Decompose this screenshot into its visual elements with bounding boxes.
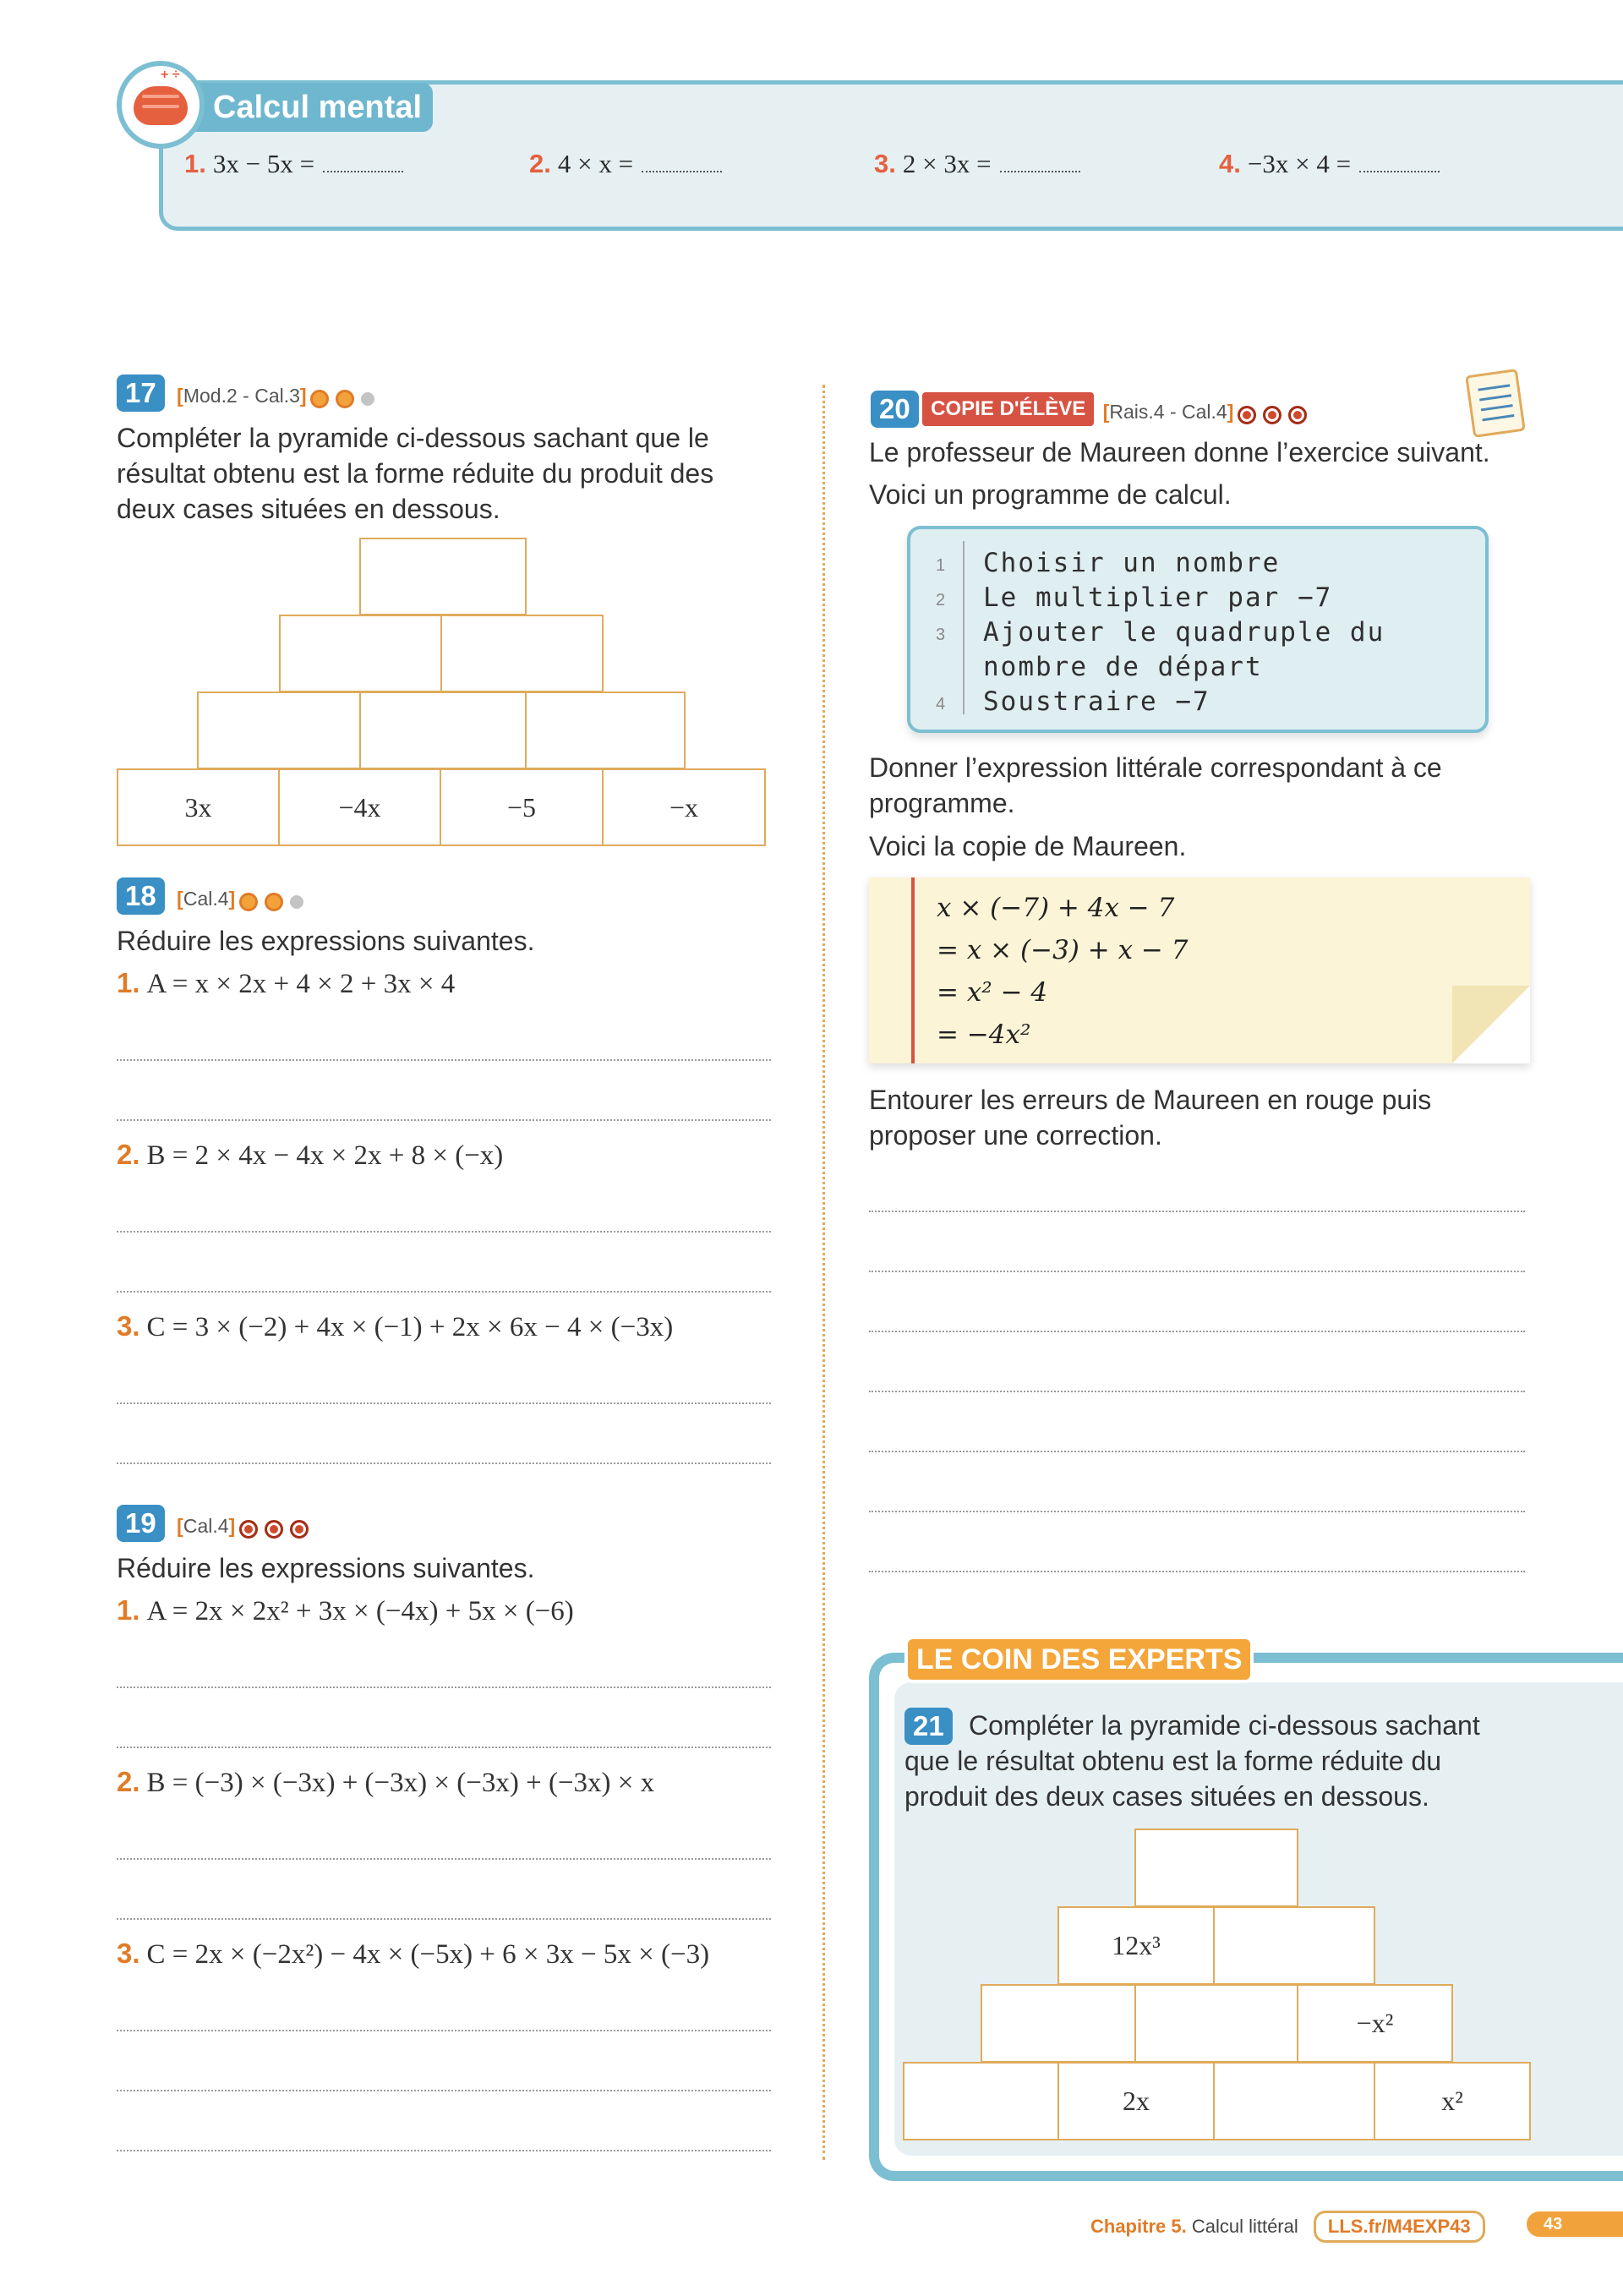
folded-corner (1452, 986, 1530, 1063)
pyramid-base-cell: −5 (440, 768, 604, 846)
chapter-title: Calcul littéral (1191, 2216, 1298, 2237)
answer-line[interactable] (117, 2030, 771, 2031)
pyramid-cell-given: 12x³ (1057, 1906, 1215, 1985)
exercise-19-header: 19 [Cal.4] (117, 1505, 315, 1542)
answer-blank[interactable] (642, 156, 722, 172)
pyramid-cell[interactable] (440, 615, 604, 692)
exercise-19-item-1: 1. A = 2x × 2x² + 3x × (−4x) + 5x × (−6) (117, 1594, 574, 1626)
program-line-number: 2 (936, 591, 946, 610)
exercise-18-item-3: 3. C = 3 × (−2) + 4x × (−1) + 2x × 6x − 4 × (−3x) (117, 1310, 674, 1342)
answer-line[interactable] (117, 1059, 771, 1061)
calcul-mental-title: Calcul mental (188, 83, 433, 132)
exercise-18-header: 18 [Cal.4] (117, 877, 310, 915)
exercise-tag: Cal.4 (183, 1515, 229, 1537)
page-number: 43 (1527, 2211, 1623, 2237)
pyramid-cell[interactable] (1134, 1984, 1298, 2063)
answer-blank[interactable] (1000, 156, 1080, 172)
exercise-number: 17 (117, 374, 165, 412)
difficulty-indicator (239, 1520, 315, 1539)
exercise-18-statement: Réduire les expressions suivantes. (117, 926, 535, 956)
program-line: Le multiplier par −7 (983, 582, 1333, 613)
pyramid-base-cell: x² (1374, 2062, 1531, 2140)
answer-line[interactable] (117, 1402, 771, 1404)
pyramid-cell[interactable] (525, 692, 686, 769)
chapter-label: Chapitre 5. (1090, 2216, 1187, 2237)
program-line: Choisir un nombre (983, 548, 1281, 578)
page-footer (1090, 2211, 1485, 2243)
calcul-mental-item-4: 4. −3x × 4 = (1219, 149, 1440, 179)
exercise-tag: Mod.2 - Cal.3 (183, 385, 300, 407)
exercise-17-statement: Compléter la pyramide ci-dessous sachant que le résultat obtenu est la forme réduite du produit des deux cases situées en dessous. (117, 423, 714, 524)
pyramid-base-cell: −4x (278, 768, 441, 846)
exercise-18-item-2: 2. B = 2 × 4x − 4x × 2x + 8 × (−x) (117, 1139, 504, 1171)
exercise-tag: Rais.4 - Cal.4 (1109, 401, 1227, 423)
exercise-20-question: Donner l’expression littérale correspondant à ce programme. (869, 752, 1442, 818)
pyramid-cell[interactable] (279, 615, 442, 692)
difficulty-indicator (239, 893, 310, 911)
exercise-20-intro: Le professeur de Maureen donne l’exercice suivant. (869, 437, 1490, 467)
exercise-number: 20 (871, 391, 919, 428)
exercise-21-statement: Compléter la pyramide ci-dessous sachant que le résultat obtenu est la forme réduite du produit des deux cases situées en dessous. (904, 1710, 1480, 1812)
answer-line[interactable] (117, 1291, 771, 1293)
student-copy-note (869, 877, 1530, 1063)
exercise-19-item-3: 3. C = 2x × (−2x²) − 4x × (−5x) + 6 × 3x − 5x × (−3) (117, 1938, 710, 1970)
copy-line: = −4x² (937, 1020, 1031, 1050)
calcul-mental-item-3: 3. 2 × 3x = (874, 149, 1080, 179)
difficulty-indicator (1238, 406, 1314, 424)
pyramid-base-cell[interactable] (903, 2062, 1059, 2140)
answer-line[interactable] (117, 2150, 771, 2151)
exercise-number: 18 (117, 877, 165, 915)
answer-line[interactable] (117, 1747, 771, 1748)
answer-blank[interactable] (323, 156, 403, 172)
exercise-18-item-1: 1. A = x × 2x + 4 × 2 + 3x × 4 (117, 967, 456, 999)
answer-line[interactable] (869, 1211, 1525, 1212)
difficulty-indicator (310, 390, 381, 408)
answer-line[interactable] (117, 1686, 771, 1688)
answer-line[interactable] (869, 1451, 1525, 1452)
pyramid-cell[interactable] (359, 692, 527, 769)
pyramid-cell[interactable] (1213, 1906, 1375, 1985)
answer-line[interactable] (117, 1231, 771, 1233)
answer-line[interactable] (117, 2090, 771, 2091)
copy-line: = x × (−3) + x − 7 (937, 935, 1189, 965)
program-line: Ajouter le quadruple du (983, 617, 1385, 648)
experts-title: LE COIN DES EXPERTS (904, 1636, 1254, 1683)
exercise-19-statement: Réduire les expressions suivantes. (117, 1553, 535, 1583)
answer-blank[interactable] (1359, 156, 1440, 172)
exercise-20-intro-2: Voici un programme de calcul. (869, 479, 1232, 510)
pyramid-base-cell: −x (602, 768, 766, 846)
pyramid-cell[interactable] (359, 538, 527, 615)
pyramid-cell[interactable] (197, 692, 361, 769)
brain-icon: + ÷ (117, 61, 205, 149)
answer-line[interactable] (117, 1119, 771, 1121)
answer-line[interactable] (869, 1331, 1525, 1332)
program-line-number: 4 (936, 695, 946, 713)
program-box (907, 526, 1489, 733)
exercise-20-header: 20 COPIE D'ÉLÈVE [Rais.4 - Cal.4] (871, 391, 1314, 428)
lls-link[interactable]: LLS.fr/M4EXP43 (1314, 2211, 1485, 2243)
copy-line: x × (−7) + 4x − 7 (937, 893, 1175, 923)
program-line: Soustraire −7 (983, 686, 1210, 717)
copie-eleve-badge: COPIE D'ÉLÈVE (922, 392, 1094, 426)
answer-line[interactable] (869, 1391, 1525, 1392)
answer-line[interactable] (869, 1271, 1525, 1272)
exercise-17-header: 17 [Mod.2 - Cal.3] (117, 374, 381, 412)
pyramid-cell[interactable] (981, 1984, 1136, 2063)
answer-line[interactable] (117, 1858, 771, 1860)
program-line-number: 3 (936, 626, 946, 644)
pyramid-base-cell[interactable] (1213, 2062, 1375, 2140)
answer-line[interactable] (117, 1462, 771, 1464)
notebook-icon (1465, 369, 1526, 438)
program-gutter-line (963, 541, 965, 714)
answer-line[interactable] (869, 1571, 1525, 1572)
column-divider (822, 385, 825, 2160)
exercise-tag: Cal.4 (183, 888, 229, 910)
margin-line (911, 877, 915, 1063)
program-line-number: 1 (936, 556, 946, 575)
pyramid-cell[interactable] (1134, 1829, 1298, 1907)
pyramid-base-cell: 2x (1057, 2062, 1215, 2140)
calcul-mental-item-1: 1. 3x − 5x = (184, 149, 403, 179)
copy-line: = x² − 4 (937, 977, 1048, 1008)
exercise-19-item-2: 2. B = (−3) × (−3x) + (−3x) × (−3x) + (−3x) × x (117, 1766, 655, 1798)
pyramid-base-cell: 3x (117, 768, 280, 846)
calcul-mental-item-2: 2. 4 × x = (529, 149, 722, 179)
answer-line[interactable] (117, 1918, 771, 1920)
exercise-20-copy-intro: Voici la copie de Maureen. (869, 831, 1187, 861)
exercise-20-task: Entourer les erreurs de Maureen en rouge puis proposer une correction. (869, 1085, 1432, 1151)
answer-line[interactable] (869, 1511, 1525, 1512)
pyramid-cell-given: −x² (1297, 1984, 1453, 2063)
exercise-21-number: 21 (904, 1708, 953, 1745)
program-line: nombre de départ (983, 652, 1263, 682)
exercise-number: 19 (117, 1505, 165, 1542)
